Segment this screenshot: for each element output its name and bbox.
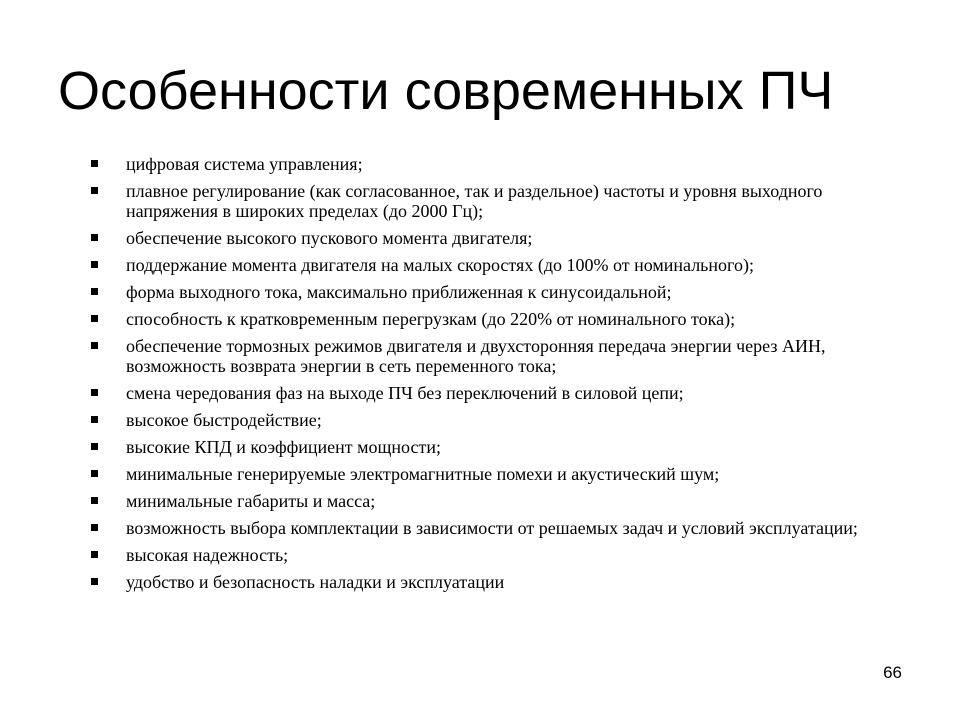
square-bullet-icon [91,315,98,322]
list-item-text: высокое быстродействие; [126,410,322,430]
square-bullet-icon [91,234,98,241]
list-item-text: удобство и безопасность наладки и эксплуатации [126,572,505,592]
square-bullet-icon [91,389,98,396]
square-bullet-icon [91,443,98,450]
list-item-text: форма выходного тока, максимально приближенная к синусоидальной; [126,282,672,302]
list-item-text: обеспечение высокого пускового момента двигателя; [126,228,533,248]
list-item-text: высокие КПД и коэффициент мощности; [126,437,441,457]
list-item-text: возможность выбора комплектации в зависимости от решаемых задач и условий эксплуатации; [126,518,858,538]
list-item [86,255,906,275]
list-item [86,154,906,174]
square-bullet-icon [91,551,98,558]
list-item [86,336,906,376]
list-item [86,410,906,430]
list-item-text: минимальные генерируемые электромагнитные помехи и акустический шум; [126,464,720,484]
list-item [86,545,906,565]
bullet-list [86,154,906,599]
list-item-text: плавное регулирование (как согласованное, так и раздельное) частоты и уровня выходного напряжения в широких пределах (до 2000 Гц); [126,181,823,221]
list-item-text: смена чередования фаз на выходе ПЧ без переключений в силовой цепи; [126,383,684,403]
list-item [86,282,906,302]
list-item-text: минимальные габариты и масса; [126,491,376,511]
list-item [86,518,906,538]
square-bullet-icon [91,342,98,349]
square-bullet-icon [91,261,98,268]
list-item [86,383,906,403]
page-number: 66 [883,663,902,682]
slide-title: Особенности современных ПЧ [58,61,834,121]
square-bullet-icon [91,470,98,477]
square-bullet-icon [91,497,98,504]
list-item [86,228,906,248]
square-bullet-icon [91,578,98,585]
list-item [86,309,906,329]
square-bullet-icon [91,524,98,531]
list-item-text: высокая надежность; [126,545,289,565]
square-bullet-icon [91,416,98,423]
list-item [86,491,906,511]
list-item-text: поддержание момента двигателя на малых скоростях (до 100% от номинального); [126,255,754,275]
square-bullet-icon [91,187,98,194]
list-item [86,572,906,592]
list-item-text: способность к кратковременным перегрузкам (до 220% от номинального тока); [126,309,736,329]
square-bullet-icon [91,288,98,295]
list-item-text: обеспечение тормозных режимов двигателя и двухсторонняя передача энергии через АИН, возможность возврата энергии в сеть переменного тока; [126,336,826,376]
list-item [86,181,906,221]
square-bullet-icon [91,160,98,167]
list-item [86,437,906,457]
list-item-text: цифровая система управления; [126,154,363,174]
list-item [86,464,906,484]
